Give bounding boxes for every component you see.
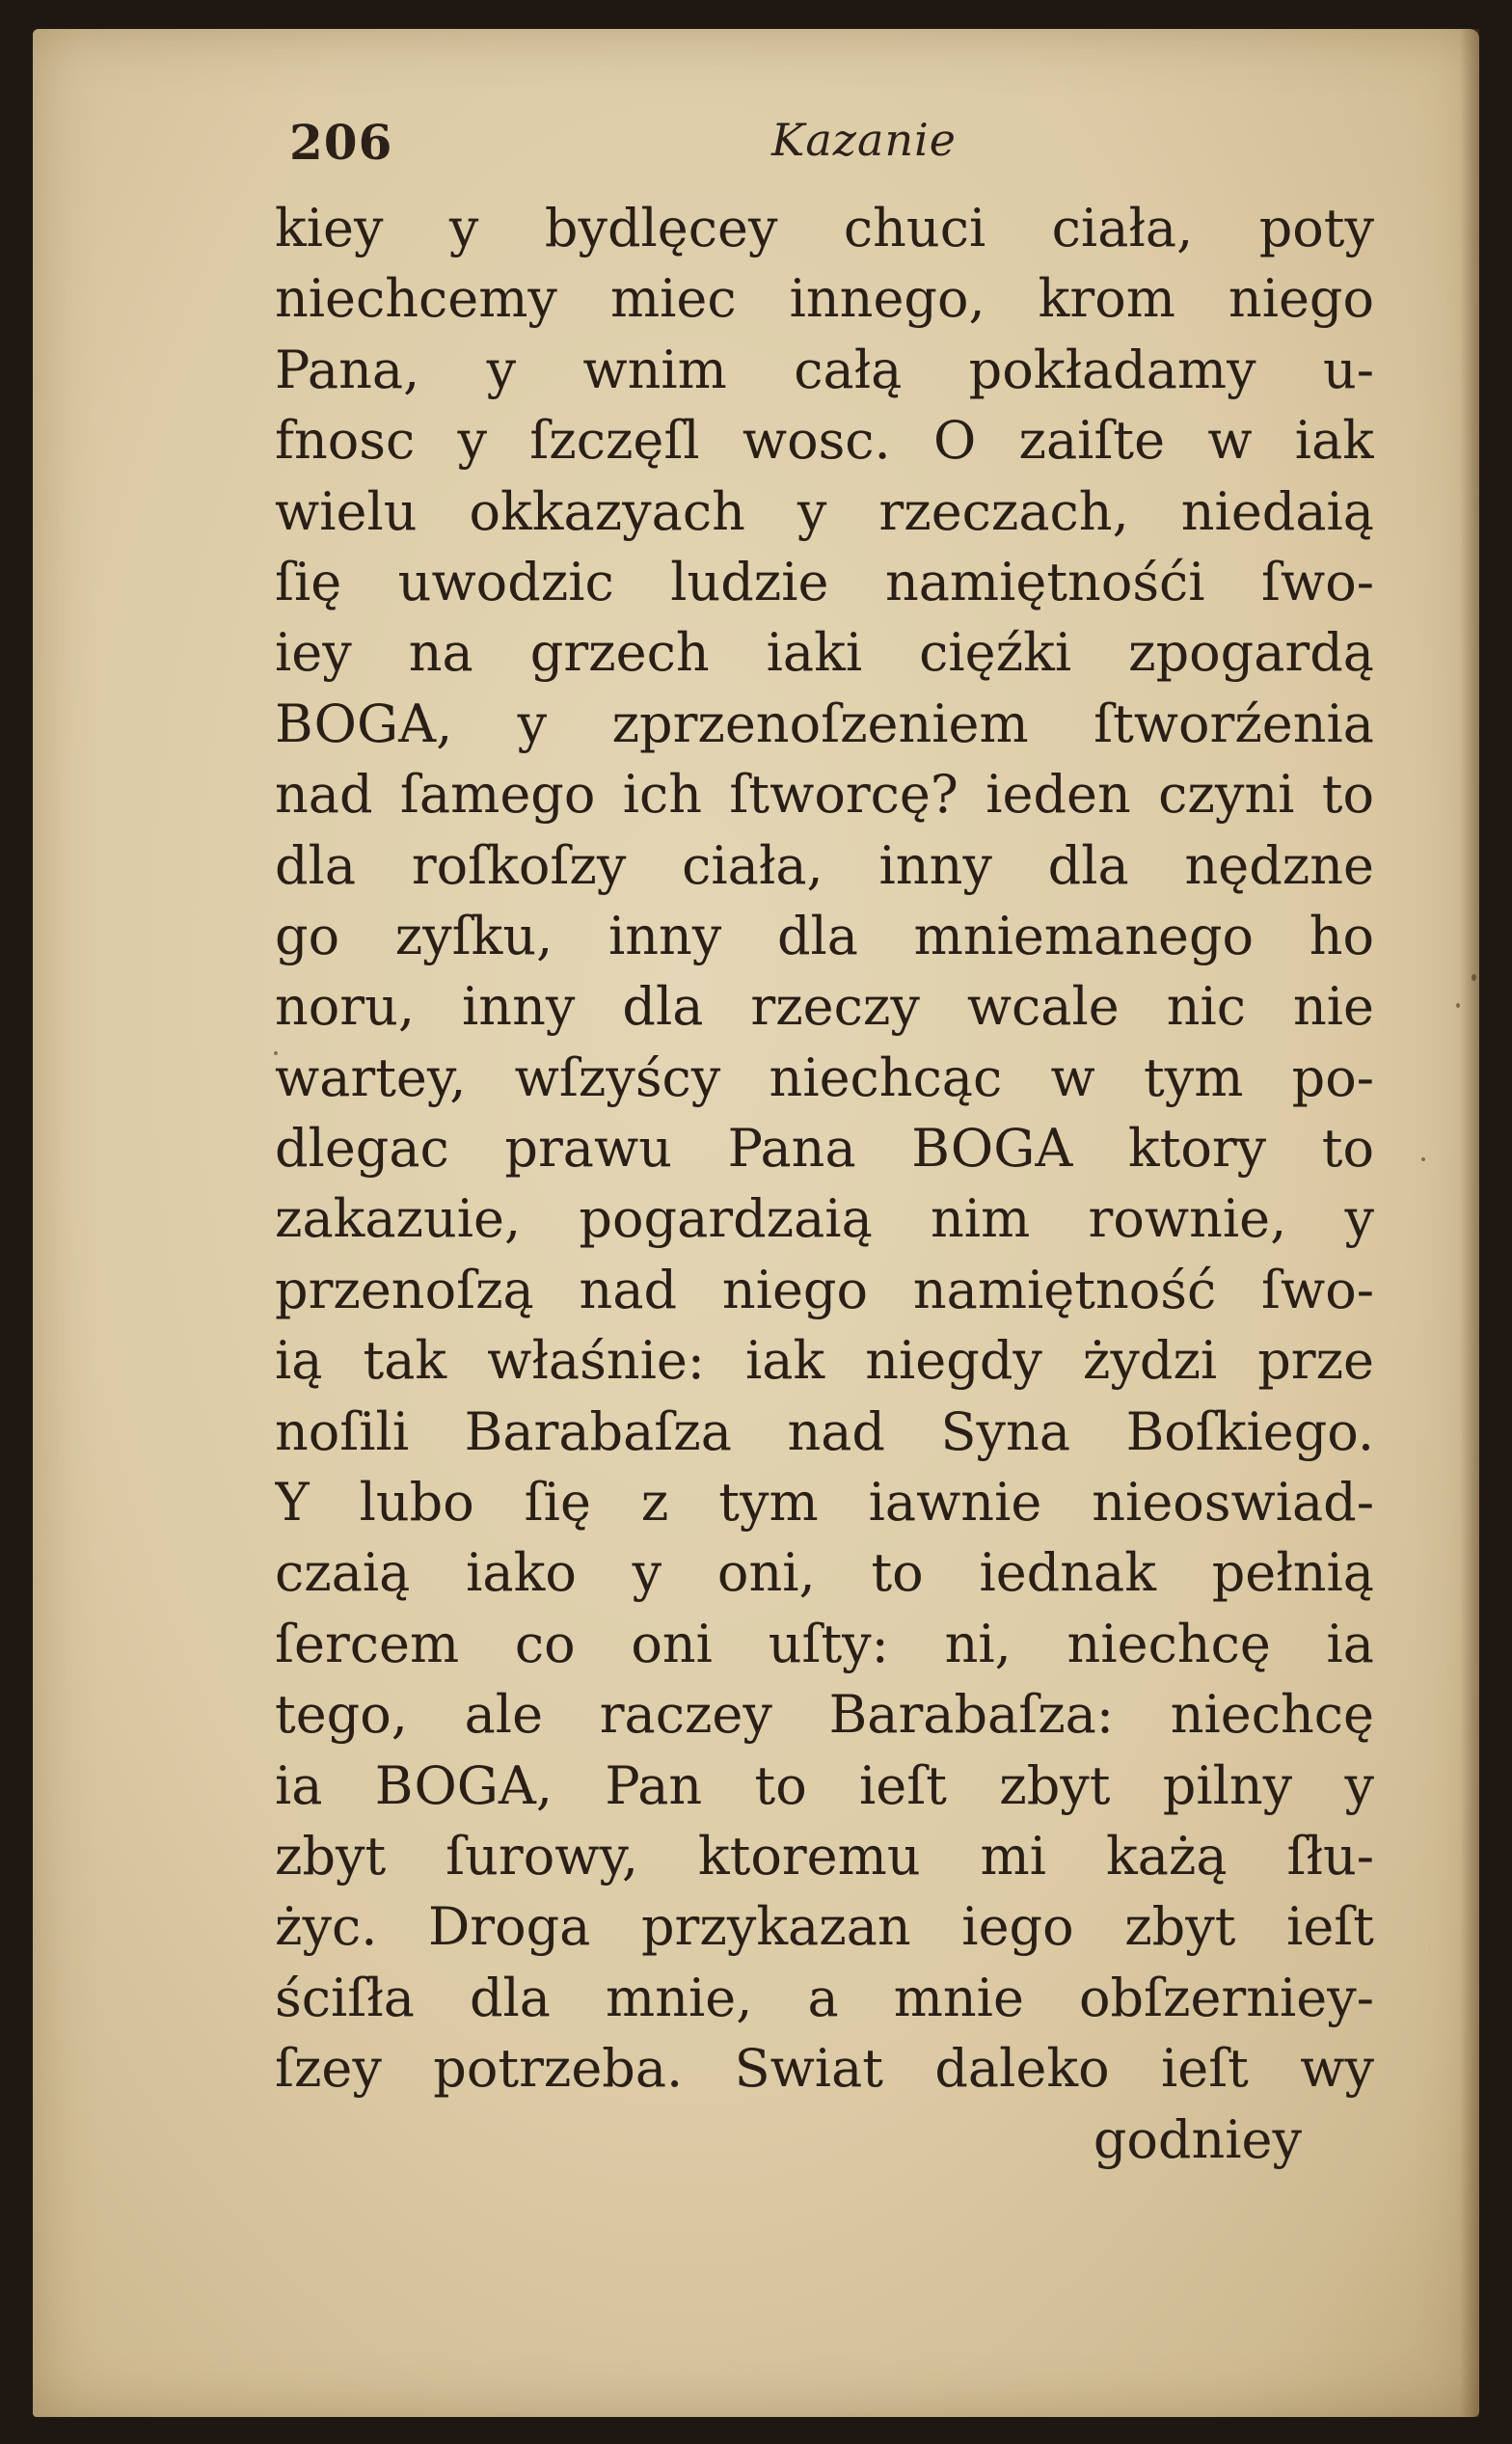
text-line: czaią iako y oni, to iednak pełnią: [275, 1542, 1374, 1604]
catchword: godniey: [1093, 2108, 1302, 2170]
ink-speck: [1472, 974, 1476, 981]
text-line: fnosc y ſzczęſl wosc. O zaiſte w iak: [275, 410, 1374, 472]
text-line: wielu okkazyach y rzeczach, niedaią: [275, 480, 1374, 542]
text-line: nad ſamego ich ſtworcę? ieden czyni to: [275, 764, 1374, 826]
running-title: Kazanie: [771, 114, 958, 166]
text-line: wartey, wſzyścy niechcąc w tym po-: [275, 1046, 1374, 1108]
text-line: ſzey potrzeba. Swiat daleko ieſt wy: [275, 2038, 1374, 2100]
body-text: [275, 193, 1374, 2175]
text-line: ſercem co oni uſty: ni, niechcę ia: [275, 1613, 1374, 1674]
text-line: ściſła dla mnie, a mnie obſzerniey-: [275, 1967, 1374, 2028]
text-line: noſili Barabaſza nad Syna Boſkiego.: [275, 1400, 1374, 1462]
page-number: 206: [289, 114, 393, 171]
text-line: dla roſkoſzy ciała, inny dla nędzne: [275, 834, 1374, 896]
text-line: Y lubo ſię z tym iawnie nieoswiad-: [275, 1472, 1374, 1534]
text-line: przenoſzą nad niego namiętność ſwo-: [275, 1259, 1374, 1320]
text-line: ia BOGA, Pan to ieſt zbyt pilny y: [275, 1754, 1374, 1816]
text-line: go zyſku, inny dla mniemanego ho: [275, 905, 1374, 966]
page-header: [289, 114, 1369, 181]
text-line: Pana, y wnim całą pokładamy u-: [275, 339, 1374, 400]
ink-speck: [1421, 1157, 1425, 1161]
text-line: niechcemy miec innego, krom niego: [275, 268, 1374, 330]
text-line: tego, ale raczey Barabaſza: niechcę: [275, 1684, 1374, 1746]
text-line: iey na grzech iaki cięźki zpogardą: [275, 622, 1374, 684]
text-line: ſię uwodzic ludzie namiętnośći ſwo-: [275, 551, 1374, 612]
ink-speck: [1456, 1003, 1460, 1008]
text-line: życ. Droga przykazan iego zbyt ieſt: [275, 1896, 1374, 1958]
text-line: zbyt ſurowy, ktoremu mi każą ſłu-: [275, 1825, 1374, 1887]
text-line: noru, inny dla rzeczy wcale nic nie: [275, 976, 1374, 1038]
text-line: BOGA, y zprzenoſzeniem ſtworźenia: [275, 692, 1374, 754]
text-line: kiey y bydlęcey chuci ciała, poty: [275, 198, 1374, 258]
page-edge-shadow: [1460, 29, 1479, 2417]
text-line: dlegac prawu Pana BOGA ktory to: [275, 1118, 1374, 1180]
text-line: zakazuie, pogardzaią nim rownie, y: [275, 1188, 1374, 1250]
text-line: ią tak właśnie: iak niegdy żydzi prze: [275, 1330, 1374, 1392]
